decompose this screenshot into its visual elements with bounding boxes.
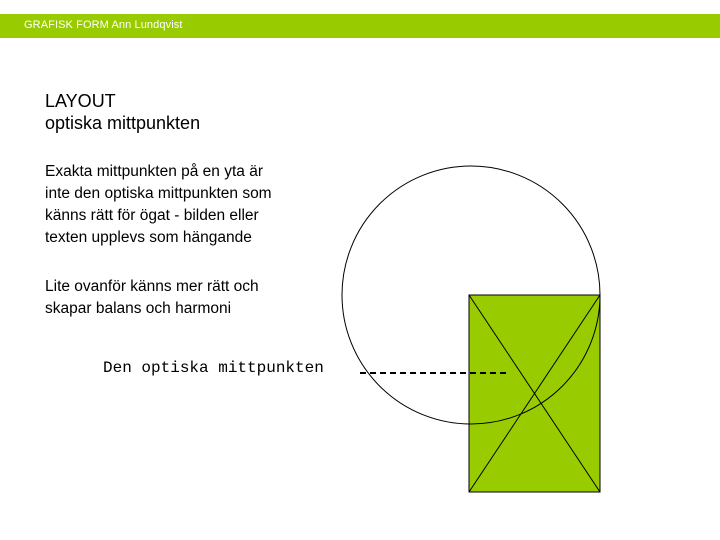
paragraph-1-line: Exakta mittpunkten på en yta är [45,163,263,180]
paragraph-1-line: inte den optiska mittpunkten som [45,185,272,202]
paragraph-1-line: känns rätt för ögat - bilden eller [45,207,259,224]
header-text: GRAFISK FORM Ann Lundqvist [24,19,183,31]
optical-center-caption: Den optiska mittpunkten [103,359,324,377]
paragraph-2-line: Lite ovanför känns mer rätt och [45,278,259,295]
paragraph-1-line: texten upplevs som hängande [45,229,252,246]
title-line-2: optiska mittpunkten [45,113,201,133]
title-line-1: LAYOUT [45,91,116,111]
paragraph-2-line: skapar balans och harmoni [45,300,232,317]
